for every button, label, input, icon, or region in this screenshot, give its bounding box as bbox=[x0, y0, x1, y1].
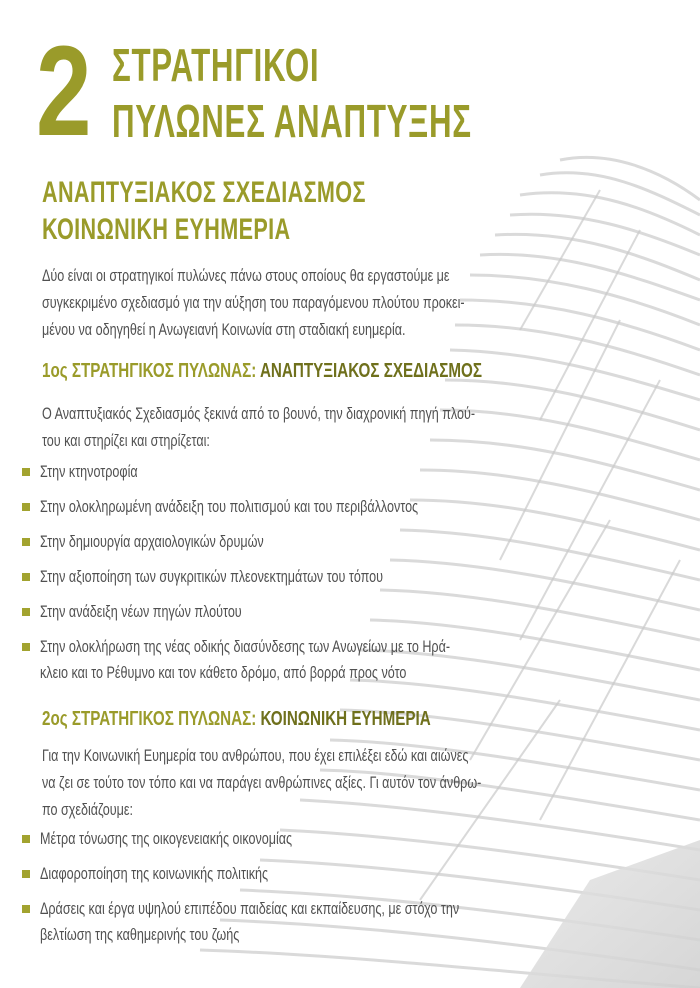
intro-line: Δύο είναι οι στρατηγικοί πυλώνες πάνω στους οποίους θα εργαστούμε με bbox=[42, 266, 450, 285]
bullet-square-icon bbox=[22, 643, 30, 651]
bullet-text: Στην κτηνοτροφία bbox=[40, 462, 138, 481]
section-2-prefix: 2ος ΣΤΡΑΤΗΓΙΚΟΣ ΠΥΛΩΝΑΣ: bbox=[42, 708, 257, 730]
bullet-square-icon bbox=[22, 538, 30, 546]
list-item bbox=[22, 599, 594, 625]
bullet-text-continued: βελτίωση της καθημερινής του ζωής bbox=[40, 925, 240, 944]
section-1-prefix: 1ος ΣΤΡΑΤΗΓΙΚΟΣ ΠΥΛΩΝΑΣ: bbox=[42, 360, 257, 382]
bullet-square-icon bbox=[22, 608, 30, 616]
section-2-title: ΚΟΙΝΩΝΙΚΗ ΕΥΗΜΕΡΙΑ bbox=[260, 708, 431, 730]
section-2-intro bbox=[42, 742, 544, 823]
hero-title-line-2: ΠΥΛΩΝΕΣ ΑΝΑΠΤΥΞΗΣ bbox=[112, 95, 472, 147]
list-item bbox=[22, 494, 594, 520]
section-2-intro-line: να ζει σε τούτο τον τόπο και να παράγει ανθρώπινες αξίες. Γι αυτόν τον άνθρω- bbox=[42, 773, 482, 792]
section-1-intro-line: του και στηρίζει και στηρίζεται: bbox=[42, 431, 210, 450]
subtitle-line-1: ΑΝΑΠΤΥΞΙΑΚΟΣ ΣΧΕΔΙΑΣΜΟΣ bbox=[42, 176, 366, 209]
bullet-square-icon bbox=[22, 835, 30, 843]
section-1-title: ΑΝΑΠΤΥΞΙΑΚΟΣ ΣΧΕΔΙΑΣΜΟΣ bbox=[259, 360, 482, 382]
hero-title-line-1: ΣΤΡΑΤΗΓΙΚΟΙ bbox=[112, 39, 320, 91]
subtitle-line-2: ΚΟΙΝΩΝΙΚΗ ΕΥΗΜΕΡΙΑ bbox=[42, 213, 291, 246]
list-item bbox=[22, 564, 594, 590]
intro-line: μένου να οδηγηθεί η Ανωγειανή Κοινωνία στη σταδιακή ευημερία. bbox=[42, 320, 406, 339]
section-1-bullet-list bbox=[22, 459, 594, 686]
bullet-text: Δράσεις και έργα υψηλού επιπέδου παιδείας και εκπαίδευσης, με στόχο την bbox=[40, 899, 460, 918]
intro-line: συγκεκριμένο σχεδιασμό για την αύξηση του παραγόμενου πλούτου προκει- bbox=[42, 293, 465, 312]
section-number: 2 bbox=[36, 20, 92, 163]
section-2-intro-line: Για την Κοινωνική Ευημερία του ανθρώπου, που έχει επιλέξει εδώ και αιώνες bbox=[42, 746, 469, 765]
bullet-square-icon bbox=[22, 870, 30, 878]
bullet-text: Στην ανάδειξη νέων πηγών πλούτου bbox=[40, 602, 242, 621]
bullet-square-icon bbox=[22, 468, 30, 476]
list-item bbox=[22, 529, 594, 555]
intro-paragraph bbox=[42, 262, 544, 343]
section-2-heading bbox=[42, 709, 431, 729]
bullet-square-icon bbox=[22, 573, 30, 581]
section-1-intro-line: Ο Αναπτυξιακός Σχεδιασμός ξεκινά από το βουνό, την διαχρονική πηγή πλού- bbox=[42, 404, 476, 423]
section-1-intro bbox=[42, 400, 544, 454]
bullet-text: Στην δημιουργία αρχαιολογικών δρυμών bbox=[40, 532, 264, 551]
list-item bbox=[22, 826, 606, 852]
bullet-text: Στην ολοκληρωμένη ανάδειξη του πολιτισμού και του περιβάλλοντος bbox=[40, 497, 419, 516]
bullet-text: Στην ολοκλήρωση της νέας οδικής διασύνδεσης των Ανωγείων με το Ηρά- bbox=[40, 637, 451, 656]
section-2-intro-line: πο σχεδιάζουμε: bbox=[42, 800, 133, 819]
section-1-heading bbox=[42, 361, 482, 381]
section-2-bullet-list bbox=[22, 826, 606, 948]
bullet-text: Μέτρα τόνωσης της οικογενειακής οικονομίας bbox=[40, 829, 293, 848]
bullet-square-icon bbox=[22, 905, 30, 913]
list-item bbox=[22, 634, 594, 686]
list-item bbox=[22, 861, 606, 887]
bullet-text: Διαφοροποίηση της κοινωνικής πολιτικής bbox=[40, 864, 269, 883]
bullet-square-icon bbox=[22, 503, 30, 511]
bullet-text: Στην αξιοποίηση των συγκριτικών πλεονεκτημάτων του τόπου bbox=[40, 567, 384, 586]
list-item bbox=[22, 896, 606, 948]
bullet-text-continued: κλειο και το Ρέθυμνο και τον κάθετο δρόμο, από βορρά προς νότο bbox=[40, 663, 407, 682]
list-item bbox=[22, 459, 594, 485]
